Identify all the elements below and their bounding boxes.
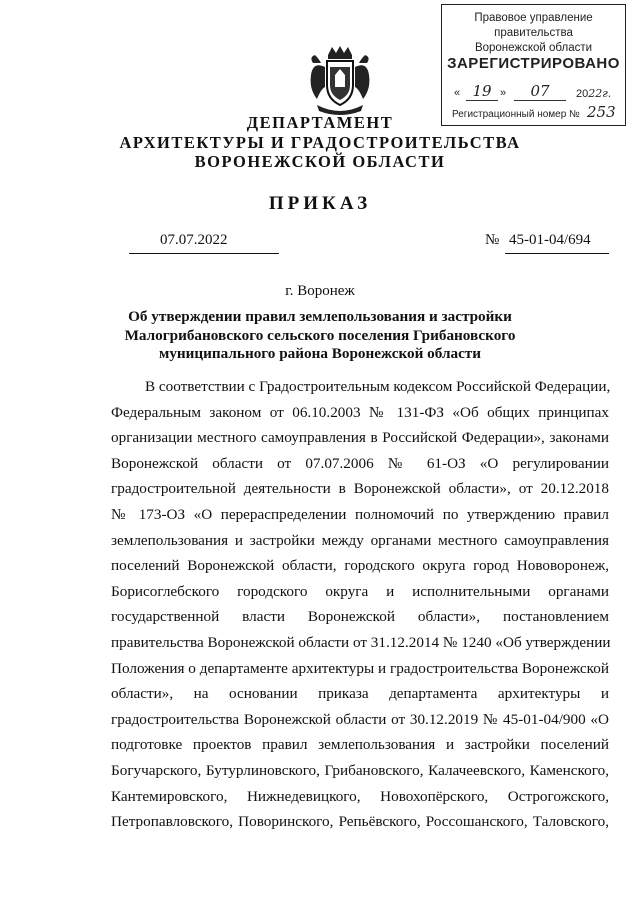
- body-line: Богучарского, Бутурлиновского, Грибановского, Калачеевского, Каменского,: [111, 761, 609, 779]
- stamp-organization: [442, 11, 625, 56]
- body-line: Федеральным законом от 06.10.2003 № 131-ФЗ «Об общих принципах: [111, 403, 609, 421]
- stamp-registered-label: ЗАРЕГИСТРИРОВАНО: [447, 55, 620, 72]
- body-line: организации местного самоуправления в Российской Федерации», законами: [111, 429, 609, 447]
- body-line: землепользования и застройки между органами местного самоуправления: [111, 531, 609, 549]
- stamp-date-year-handwritten: 22г.: [588, 87, 612, 100]
- body-line: Борисоглебского городского округа и исполнительными органами: [111, 582, 609, 600]
- body-line: градостроительной деятельности в Воронежской области», от 20.12.2018: [111, 480, 609, 498]
- order-title-line2: Малогрибановского сельского поселения Грибановского: [124, 326, 516, 344]
- order-title-line3: муниципального района Воронежской области: [158, 345, 482, 362]
- body-line: подготовке проектов правил землепользования и застройки поселений: [111, 736, 609, 754]
- body-line: области», на основании приказа департамента архитектуры и: [111, 685, 609, 703]
- department-name-line1: ДЕПАРТАМЕНТ: [246, 113, 394, 132]
- coat-of-arms-emblem: [305, 45, 375, 117]
- stamp-date-year-printed: 20: [576, 88, 589, 100]
- order-number: 45-01-04/694: [505, 232, 609, 254]
- body-paragraph: [111, 374, 609, 835]
- body-line: № 173-ОЗ «О перераспределении полномочий по утверждению правил: [111, 505, 609, 523]
- department-name-line3: ВОРОНЕЖСКОЙ ОБЛАСТИ: [194, 152, 446, 171]
- stamp-reg-number-label: Регистрационный номер №: [452, 109, 580, 120]
- order-title: [0, 308, 640, 364]
- body-line: государственной власти Воронежской области», постановлением: [111, 608, 609, 626]
- stamp-date-close-quote: »: [500, 87, 507, 99]
- order-title-line1: Об утверждении правил землепользования и застройки: [128, 308, 512, 325]
- body-line: градостроительства Воронежской области от 30.12.2019 № 45-01-04/900 «О: [111, 710, 609, 728]
- document-type-heading: ПРИКАЗ: [268, 193, 372, 214]
- stamp-date-open-quote: «: [454, 87, 461, 99]
- registration-stamp: [441, 4, 626, 126]
- stamp-reg-number-value: 253: [587, 103, 616, 121]
- stamp-date-month: 07: [514, 82, 566, 101]
- body-line: Воронежской области от 07.07.2006 № 61-ОЗ «О регулировании: [111, 454, 609, 472]
- stamp-org-line1: Правовое управление правительства: [474, 12, 593, 39]
- stamp-date: [454, 82, 619, 103]
- body-line: В соответствии с Градостроительным кодексом Российской Федерации,: [145, 378, 611, 395]
- body-line: правительства Воронежской области от 31.12.2014 № 1240 «Об утверждении: [111, 633, 611, 651]
- stamp-date-year: [576, 87, 611, 100]
- body-line: Кантемировского, Нижнедевицкого, Новохопёрского, Острогожского,: [111, 787, 609, 805]
- stamp-org-line2: Воронежской области: [474, 42, 593, 54]
- body-line: Положения о департаменте архитектуры и градостроительства Воронежской: [111, 659, 609, 677]
- body-line: Петропавловского, Поворинского, Репьёвского, Россошанского, Таловского,: [111, 813, 609, 831]
- order-number-label: №: [485, 232, 500, 248]
- city: г. Воронеж: [285, 283, 355, 299]
- stamp-date-day: 19: [466, 82, 498, 101]
- order-date: 07.07.2022: [129, 232, 279, 254]
- body-line: поселений Воронежской области, городского округа город Нововоронеж,: [111, 557, 609, 575]
- department-name-line2: АРХИТЕКТУРЫ И ГРАДОСТРОИТЕЛЬСТВА: [119, 133, 521, 152]
